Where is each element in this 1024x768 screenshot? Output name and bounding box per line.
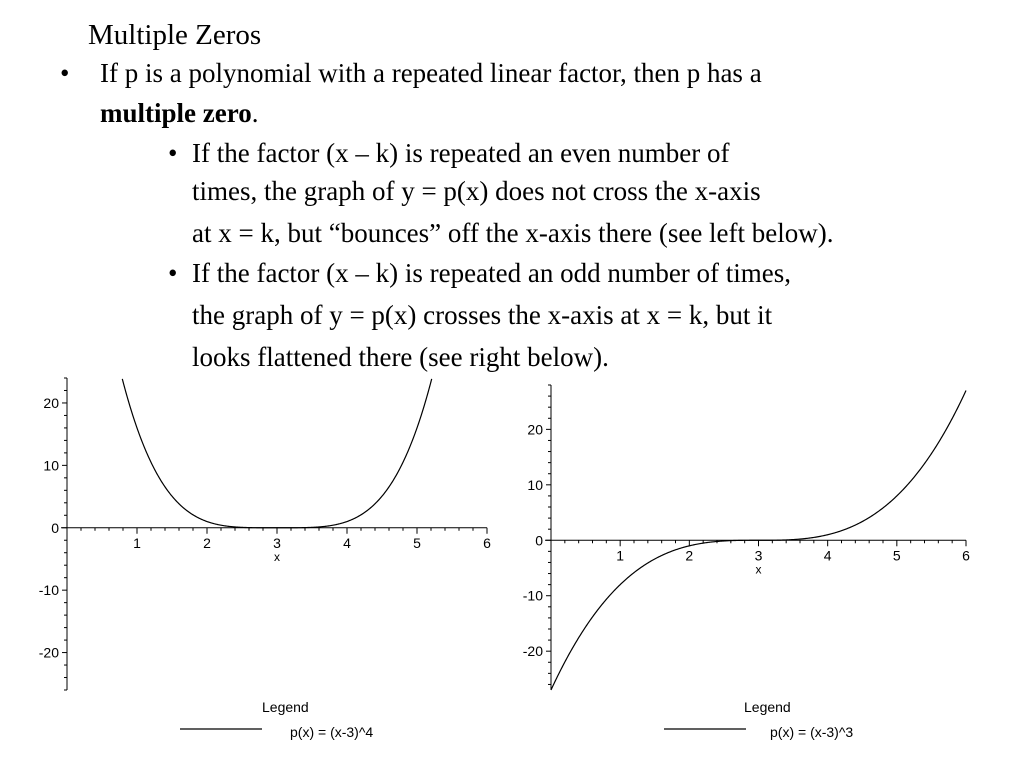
multiple-zero-term: multiple zero (100, 98, 252, 128)
chart2-x-tick-label: 2 (685, 547, 694, 564)
chart2-y-tick-label: 0 (535, 532, 543, 549)
chart1-x-tick-label: 3 (273, 534, 281, 551)
chart1-x-tick-label: 1 (133, 534, 141, 551)
chart2-x-tick-label: 1 (616, 547, 625, 564)
chart2-y-tick-label: -20 (522, 643, 543, 660)
sub-bullet-marker: • (168, 138, 178, 168)
chart2-x-tick-label: 3 (754, 547, 763, 564)
chart1-series-line (122, 379, 431, 528)
chart1-y-tick-label: 10 (43, 457, 59, 474)
chart1-x-tick-label: 4 (343, 534, 351, 551)
sub1-line1: If the factor (x – k) is repeated an even number of (192, 138, 730, 168)
bullet1-line1: If p is a polynomial with a repeated linear factor, then p has a (100, 58, 762, 88)
sub1-line2: times, the graph of y = p(x) does not cross the x-axis (192, 176, 761, 206)
chart1-y-tick-label: 0 (51, 519, 59, 536)
bullet-marker: • (60, 58, 70, 88)
chart1-y-tick-label: -10 (38, 582, 59, 599)
chart2-y-tick-label: 20 (527, 421, 543, 438)
chart2-y-tick-label: 10 (527, 476, 543, 493)
chart1-x-axis-label: x (274, 549, 280, 564)
chart2-x-tick-label: 6 (962, 547, 970, 564)
slide-title: Multiple Zeros (88, 19, 262, 51)
chart2-x-axis-label: x (755, 562, 762, 577)
chart1-y-tick-label: -20 (38, 644, 59, 661)
chart2-x-tick-label: 4 (823, 547, 832, 564)
chart1-legend-label: p(x) = (x-3)^4 (290, 724, 374, 740)
chart1-x-tick-label: 5 (413, 534, 421, 551)
chart2-legend-label: p(x) = (x-3)^3 (770, 724, 854, 740)
sub-bullet-marker: • (168, 258, 178, 288)
chart2-legend-title: Legend (744, 699, 791, 715)
bullet1-period: . (251, 98, 259, 128)
chart1-legend-title: Legend (262, 699, 309, 715)
chart2-x-tick-label: 5 (892, 547, 901, 564)
sub1-line3: at x = k, but “bounces” off the x-axis there (see left below). (192, 218, 834, 248)
sub2-line1: If the factor (x – k) is repeated an odd number of times, (192, 258, 792, 288)
sub2-line3: looks flattened there (see right below). (192, 342, 609, 372)
chart1-x-tick-label: 2 (203, 534, 211, 551)
chart2-y-tick-label: -10 (522, 587, 543, 604)
chart1-x-tick-label: 6 (483, 534, 491, 551)
chart1-y-tick-label: 20 (43, 394, 59, 411)
sub2-line2: the graph of y = p(x) crosses the x-axis at x = k, but it (192, 300, 773, 330)
